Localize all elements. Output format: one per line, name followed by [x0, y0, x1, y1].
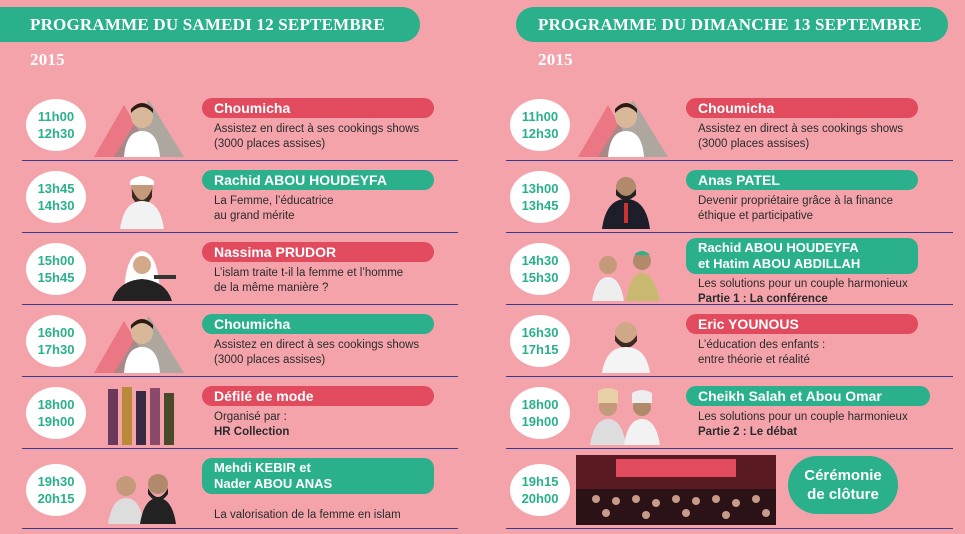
time-badge: 15h00 15h45	[26, 243, 86, 295]
time-badge: 14h30 15h30	[510, 243, 570, 295]
session-description: Les solutions pour un couple harmonieux Partie 1 : La conférence	[698, 278, 908, 305]
fashion-photo	[94, 383, 184, 445]
speaker-pill: Cheikh Salah et Abou Omar	[686, 386, 930, 406]
session-description: Organisé par : HR Collection	[214, 411, 290, 438]
speaker-pill: Choumicha	[202, 314, 434, 334]
sunday-column	[498, 0, 948, 534]
schedule-row	[22, 452, 458, 529]
person-photo	[94, 95, 184, 157]
schedule-row	[506, 452, 953, 529]
schedule-row	[506, 236, 953, 305]
schedule-row	[506, 164, 953, 233]
speaker-pill: Défilé de mode	[202, 386, 434, 406]
speaker-pill: Choumicha	[202, 98, 434, 118]
speaker-pill: Eric YOUNOUS	[686, 314, 918, 334]
session-description: Assistez en direct à ses cookings shows (3000 places assises)	[214, 339, 420, 366]
session-description: Assistez en direct à ses cookings shows (3000 places assises)	[698, 123, 904, 150]
schedule-row	[22, 92, 458, 161]
person-photo	[578, 239, 668, 301]
session-description: L’islam traite t-il la femme et l’homme de la même manière ?	[214, 267, 404, 294]
speaker-pill: Choumicha	[686, 98, 918, 118]
session-description: Assistez en direct à ses cookings shows (3000 places assises)	[214, 123, 420, 150]
person-photo	[578, 167, 668, 229]
speaker-pill: Rachid ABOU HOUDEYFA et Hatim ABOU ABDILLAH	[686, 238, 918, 274]
person-photo	[94, 167, 184, 229]
session-description: La valorisation de la femme en islam	[214, 509, 401, 521]
time-badge: 11h00 12h30	[510, 99, 570, 151]
time-badge: 16h30 17h15	[510, 315, 570, 367]
speaker-pill: Rachid ABOU HOUDEYFA	[202, 170, 434, 190]
person-photo	[94, 311, 184, 373]
schedule-row	[22, 164, 458, 233]
time-badge: 18h00 19h00	[26, 387, 86, 439]
time-badge: 16h00 17h30	[26, 315, 86, 367]
schedule-row	[22, 308, 458, 377]
time-badge: 11h00 12h30	[26, 99, 86, 151]
schedule-row	[22, 236, 458, 305]
time-badge: 19h15 20h00	[510, 464, 570, 516]
speaker-pill: Nassima PRUDOR	[202, 242, 434, 262]
time-badge: 18h00 19h00	[510, 387, 570, 439]
sunday-header: PROGRAMME DU DIMANCHE 13 SEPTEMBRE 2015	[516, 7, 948, 42]
person-photo	[578, 311, 668, 373]
saturday-header: PROGRAMME DU SAMEDI 12 SEPTEMBRE 2015	[0, 7, 420, 42]
session-description: Devenir propriétaire grâce à la finance éthique et participative	[698, 195, 893, 222]
session-description: Les solutions pour un couple harmonieux Partie 2 : Le débat	[698, 411, 908, 438]
person-photo	[578, 95, 668, 157]
person-photo	[94, 239, 184, 301]
speaker-pill: Anas PATEL	[686, 170, 918, 190]
schedule-row	[22, 380, 458, 449]
session-description: La Femme, l’éducatrice au grand mérite	[214, 195, 334, 222]
schedule-row	[506, 308, 953, 377]
schedule-row	[506, 380, 953, 449]
time-badge: 13h45 14h30	[26, 171, 86, 223]
time-badge: 13h00 13h45	[510, 171, 570, 223]
saturday-column	[0, 0, 450, 534]
session-description: L’éducation des enfants : entre théorie et réalité	[698, 339, 826, 366]
person-photo	[94, 462, 184, 524]
schedule-row	[506, 92, 953, 161]
speaker-pill: Mehdi KEBIR et Nader ABOU ANAS	[202, 458, 434, 494]
audience-photo	[576, 455, 776, 525]
person-photo	[578, 383, 668, 445]
closing-ceremony-badge: Cérémonie de clôture	[788, 456, 898, 514]
time-badge: 19h30 20h15	[26, 464, 86, 516]
